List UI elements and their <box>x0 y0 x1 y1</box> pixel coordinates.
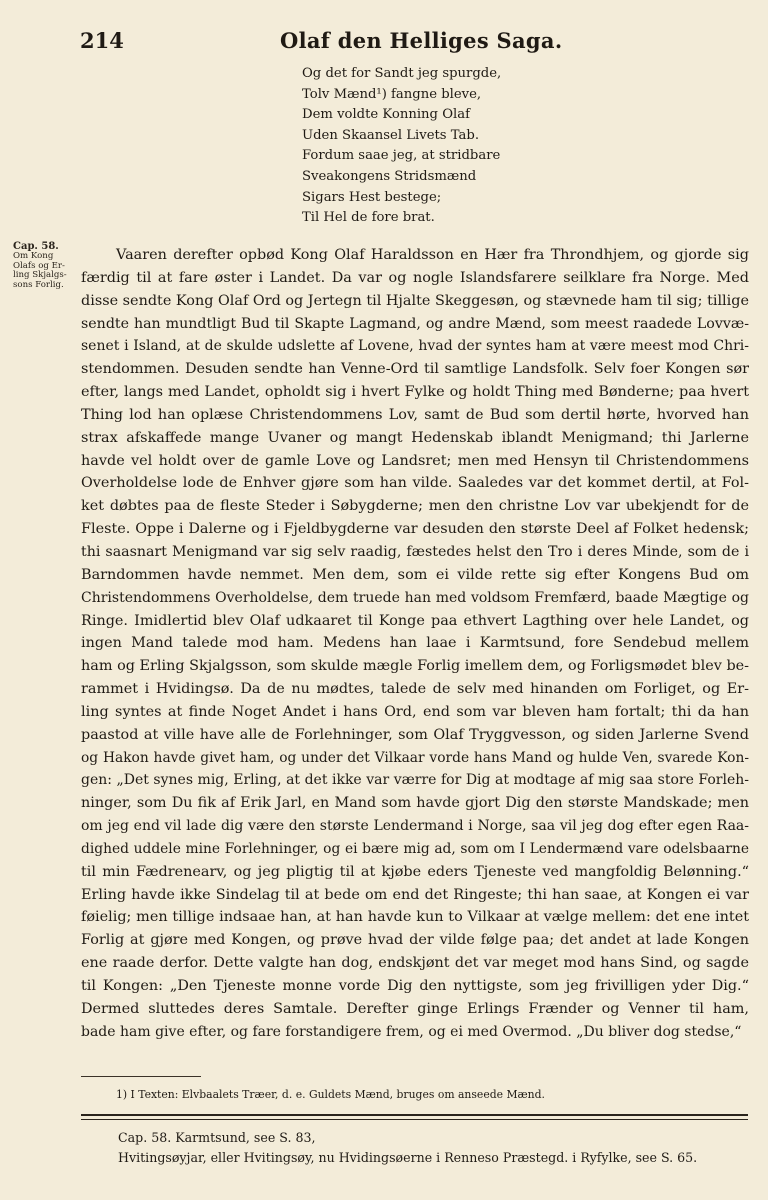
text-line: Forlig at gjøre med Kongen, og prøve hvad der vilde følge paa; det andet at lade Kongen <box>81 932 749 949</box>
margin-note-line: ling Skjalgs- <box>13 270 67 281</box>
text-line: stendommen. Desuden sendte han Venne-Ord til samtlige Landsfolk. Selv foer Kongen sør <box>81 361 749 378</box>
page-number: 214 <box>80 28 124 53</box>
text-line: til Kongen: „Den Tjeneste monne vorde Dig den nyttigste, som jeg frivilligen yder Dig.“ <box>81 978 749 994</box>
text-line: sendte han mundtligt Bud til Skapte Lagmand, og andre Mænd, som meest raadede Lovvæ- <box>81 315 749 332</box>
text-line: til min Fædrenearv, og jeg pligtig til at kjøbe eders Tjeneste ved mangfoldig Belønning.“ <box>81 863 749 880</box>
endnote-line: Cap. 58. Karmtsund, see S. 83, <box>118 1130 316 1145</box>
text-line: og Hakon havde givet ham, og under det Vilkaar vorde hans Mand og hulde Ven, svarede Kon- <box>81 749 749 766</box>
text-line: dighed uddele mine Forlehninger, og ei bære mig ad, som om I Lendermænd vare odelsbaarne <box>81 840 749 857</box>
margin-note-line: sons Forlig. <box>13 279 64 290</box>
text-line: disse sendte Kong Olaf Ord og Jertegn til Hjalte Skeggesøn, og stævnede ham til sig; tillige <box>81 292 749 309</box>
endnotes <box>118 1128 758 1168</box>
text-line: Vaaren derefter opbød Kong Olaf Haraldsson en Hær fra Throndhjem, og gjorde sig <box>116 247 749 263</box>
footnote: 1) I Texten: Elvbaalets Træer, d. e. Guldets Mænd, bruges om anseede Mænd. <box>116 1088 545 1101</box>
margin-note-line: Olafs og Er- <box>13 260 65 271</box>
text-line: Ringe. Imidlertid blev Olaf udkaaret til Konge paa ethvert Lagthing over hele Landet, og <box>81 612 749 629</box>
text-line: havde vel holdt over de gamle Love og Landsret; men med Hensyn til Christendommens <box>81 452 749 469</box>
text-line: Fleste. Oppe i Dalerne og i Fjeldbygderne var desuden den største Deel af Folket hedensk; <box>81 521 749 538</box>
running-title: Olaf den Helliges Saga. <box>280 28 563 53</box>
text-line: gen: „Det synes mig, Erling, at det ikke var værre for Dig at modtage af mig saa store Forleh- <box>81 772 749 789</box>
text-line: ham og Erling Skjalgsson, som skulde mægle Forlig imellem dem, og Forligsmødet blev be- <box>81 658 749 675</box>
text-line: ling syntes at finde Noget Andet i hans Ord, end som var bleven ham fortalt; thi da han <box>81 703 749 720</box>
text-line: føielig; men tillige indsaae han, at han havde kun to Vilkaar at vælge mellem: det ene intet <box>81 909 749 926</box>
poem-line: Sigars Hest bestege; <box>302 189 442 205</box>
text-line: ninger, som Du fik af Erik Jarl, en Mand som havde gjort Dig den største Mandskade; men <box>81 795 749 812</box>
poem-line: Og det for Sandt jeg spurgde, <box>302 66 502 81</box>
text-line: Christendommens Overholdelse, dem truede han med voldsom Fremfærd, baade Mægtige og <box>81 589 749 606</box>
margin-note-line: Om Kong <box>13 251 54 261</box>
footnote-rule <box>81 1076 201 1077</box>
endnote-line: Hvitingsøyjar, eller Hvitingsøy, nu Hvidingsøerne i Renneso Præstegd. i Ryfylke, see S. 65. <box>118 1150 698 1165</box>
bottom-rule <box>81 1114 748 1116</box>
text-line: Barndommen havde nemmet. Men dem, som ei vilde rette sig efter Kongens Bud om <box>81 566 749 583</box>
text-line: strax afskaffede mange Uvaner og mangt Hedenskab iblandt Menigmand; thi Jarlerne <box>81 429 749 446</box>
text-line: Overholdelse lode de Enhver gjøre som han vilde. Saaledes var det kommet dertil, at Fol- <box>81 475 749 492</box>
poem-line: Dem voldte Konning Olaf <box>302 107 470 123</box>
chapter-margin-note <box>13 241 83 290</box>
poem-line: Uden Skaansel Livets Tab. <box>302 127 480 143</box>
poem-line: Fordum saae jeg, at stridbare <box>302 148 501 164</box>
text-line: bade ham give efter, og fare forstandigere frem, og ei med Overmod. „Du bliver dog stedse,“ <box>81 1023 742 1040</box>
chapter-number: Cap. 58. <box>13 241 59 252</box>
text-line: ene raade derfor. Dette valgte han dog, endskjønt det var meget mod hans Sind, og sagde <box>81 955 749 972</box>
text-line: Erling havde ikke Sindelag til at bede om end det Ringeste; thi han saae, at Kongen ei var <box>81 886 749 903</box>
text-line: om jeg end vil lade dig være den største Lendermand i Norge, saa vil jeg dog efter egen Raa- <box>81 818 749 835</box>
poem-line: Til Hel de fore brat. <box>302 210 435 226</box>
text-line: paastod at ville have alle de Forlehninger, som Olaf Tryggvesson, og siden Jarlerne Svend <box>81 726 749 743</box>
poem-line: Sveakongens Stridsmænd <box>302 168 477 184</box>
text-line: rammet i Hvidingsø. Da de nu mødtes, talede de selv med hinanden om Forliget, og Er- <box>81 681 749 698</box>
text-line: Dermed sluttedes deres Samtale. Derefter ginge Erlings Frænder og Venner til ham, <box>81 1000 749 1017</box>
text-line: ket døbtes paa de fleste Steder i Søbygderne; men den christne Lov var ubekjendt for de <box>81 498 749 515</box>
poem-stanza <box>302 64 702 229</box>
text-line: færdig til at fare øster i Landet. Da var og nogle Islandsfarere seilklare fra Norge. Med <box>81 269 749 286</box>
text-line: ingen Mand talede mod ham. Medens han laae i Karmtsund, fore Sendebud mellem <box>81 635 749 652</box>
bottom-rule <box>81 1119 748 1120</box>
text-line: Thing lod han oplæse Christendommens Lov, samt de Bud som dertil hørte, hvorved han <box>81 406 749 423</box>
body-text <box>81 244 749 1044</box>
poem-line: Tolv Mænd¹) fangne bleve, <box>302 86 482 102</box>
text-line: senet i Island, at de skulde udslette af Lovene, hvad der syntes ham at være meest mod Chri- <box>81 338 749 355</box>
page-header <box>80 28 732 60</box>
text-line: efter, langs med Landet, opholdt sig i hvert Fylke og holdt Thing med Bønderne; paa hvert <box>81 384 749 401</box>
text-line: thi saasnart Menigmand var sig selv raadig, fæstedes helst den Tro i deres Minde, som de i <box>81 543 749 560</box>
